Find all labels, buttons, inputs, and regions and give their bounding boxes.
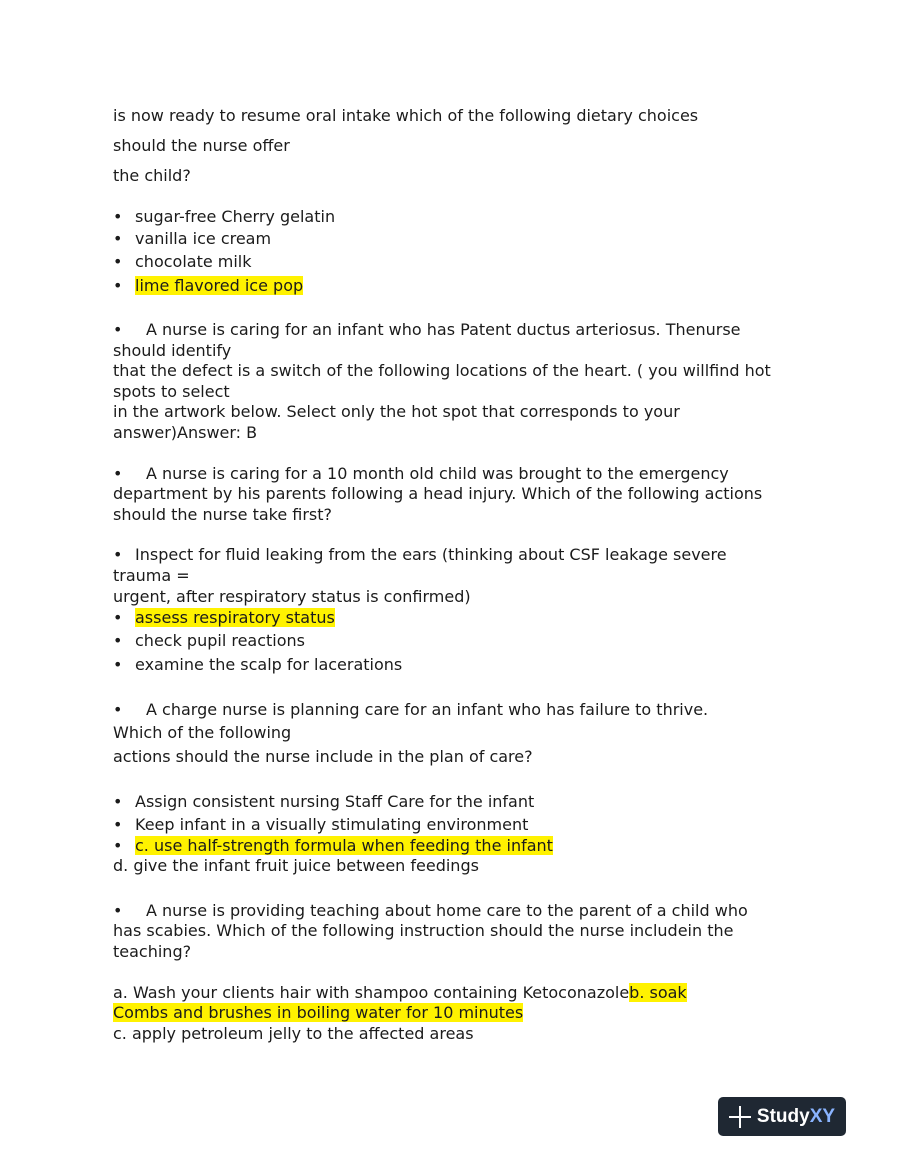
bullet-icon: • bbox=[113, 545, 123, 564]
question-text: Which of the following bbox=[113, 723, 292, 742]
highlighted-answer: assess respiratory status bbox=[135, 608, 335, 627]
list-item-answer bbox=[113, 276, 303, 296]
question-text: is now ready to resume oral intake which of the following dietary choices bbox=[113, 106, 699, 125]
question-text: department by his parents following a head injury. Which of the following actions bbox=[113, 484, 763, 503]
question-text: that the defect is a switch of the following locations of the heart. ( you willfind hot bbox=[113, 361, 771, 380]
list-item: d. give the infant fruit juice between feedings bbox=[113, 856, 479, 875]
list-item: a. Wash your clients hair with shampoo containing Ketoconazoleb. soak bbox=[113, 983, 687, 1002]
bullet-icon: • bbox=[113, 276, 123, 295]
question-text: actions should the nurse include in the plan of care? bbox=[113, 747, 533, 766]
highlighted-answer: Combs and brushes in boiling water for 10 minutes bbox=[113, 1003, 524, 1022]
bullet-icon: • bbox=[113, 901, 123, 920]
bullet-icon: • bbox=[113, 655, 123, 674]
list-item-continuation: urgent, after respiratory status is confirmed) bbox=[113, 587, 471, 606]
plus-icon bbox=[729, 1106, 751, 1128]
studyxy-logo bbox=[718, 1097, 846, 1136]
question-text: teaching? bbox=[113, 942, 192, 961]
bullet-icon: • bbox=[113, 815, 123, 834]
list-item-answer bbox=[113, 1003, 523, 1023]
list-item: • Keep infant in a visually stimulating environment bbox=[113, 815, 529, 834]
list-item-answer bbox=[113, 608, 335, 628]
bullet-icon: • bbox=[113, 464, 123, 483]
question-text: has scabies. Which of the following instruction should the nurse includein the bbox=[113, 921, 734, 940]
question-text: the child? bbox=[113, 166, 191, 185]
list-item-continuation: trauma = bbox=[113, 566, 190, 585]
bullet-icon: • bbox=[113, 836, 123, 855]
bullet-icon: • bbox=[113, 792, 123, 811]
list-item: • sugar-free Cherry gelatin bbox=[113, 207, 336, 226]
question-text: should identify bbox=[113, 341, 232, 360]
list-item-answer bbox=[113, 836, 553, 856]
question-text: • A nurse is providing teaching about home care to the parent of a child who bbox=[113, 901, 748, 920]
list-item: • chocolate milk bbox=[113, 252, 252, 271]
question-text: should the nurse offer bbox=[113, 136, 290, 155]
bullet-icon: • bbox=[113, 608, 123, 627]
list-item: • Inspect for fluid leaking from the ears (thinking about CSF leakage severe bbox=[113, 545, 727, 564]
question-text: • A nurse is caring for an infant who has Patent ductus arteriosus. Thenurse bbox=[113, 320, 741, 339]
bullet-icon: • bbox=[113, 631, 123, 650]
list-item: • vanilla ice cream bbox=[113, 229, 272, 248]
logo-accent: XY bbox=[809, 1105, 836, 1127]
list-item: • Assign consistent nursing Staff Care for the infant bbox=[113, 792, 535, 811]
question-text: • A nurse is caring for a 10 month old child was brought to the emergency bbox=[113, 464, 729, 483]
list-item: • examine the scalp for lacerations bbox=[113, 655, 403, 674]
bullet-icon: • bbox=[113, 320, 123, 339]
bullet-icon: • bbox=[113, 229, 123, 248]
question-text: in the artwork below. Select only the hot spot that corresponds to your bbox=[113, 402, 680, 421]
question-text: • A charge nurse is planning care for an infant who has failure to thrive. bbox=[113, 700, 709, 719]
bullet-icon: • bbox=[113, 700, 123, 719]
logo-word: Study bbox=[756, 1105, 810, 1127]
highlighted-answer: lime flavored ice pop bbox=[135, 276, 304, 295]
answer-text: answer)Answer: B bbox=[113, 423, 258, 442]
question-text: spots to select bbox=[113, 382, 230, 401]
bullet-icon: • bbox=[113, 252, 123, 271]
highlighted-answer: c. use half-strength formula when feeding the infant bbox=[135, 836, 553, 855]
list-item: • check pupil reactions bbox=[113, 631, 306, 650]
highlighted-answer: b. soak bbox=[629, 983, 687, 1002]
list-item: c. apply petroleum jelly to the affected areas bbox=[113, 1024, 474, 1043]
bullet-icon: • bbox=[113, 207, 123, 226]
question-text: should the nurse take first? bbox=[113, 505, 333, 524]
